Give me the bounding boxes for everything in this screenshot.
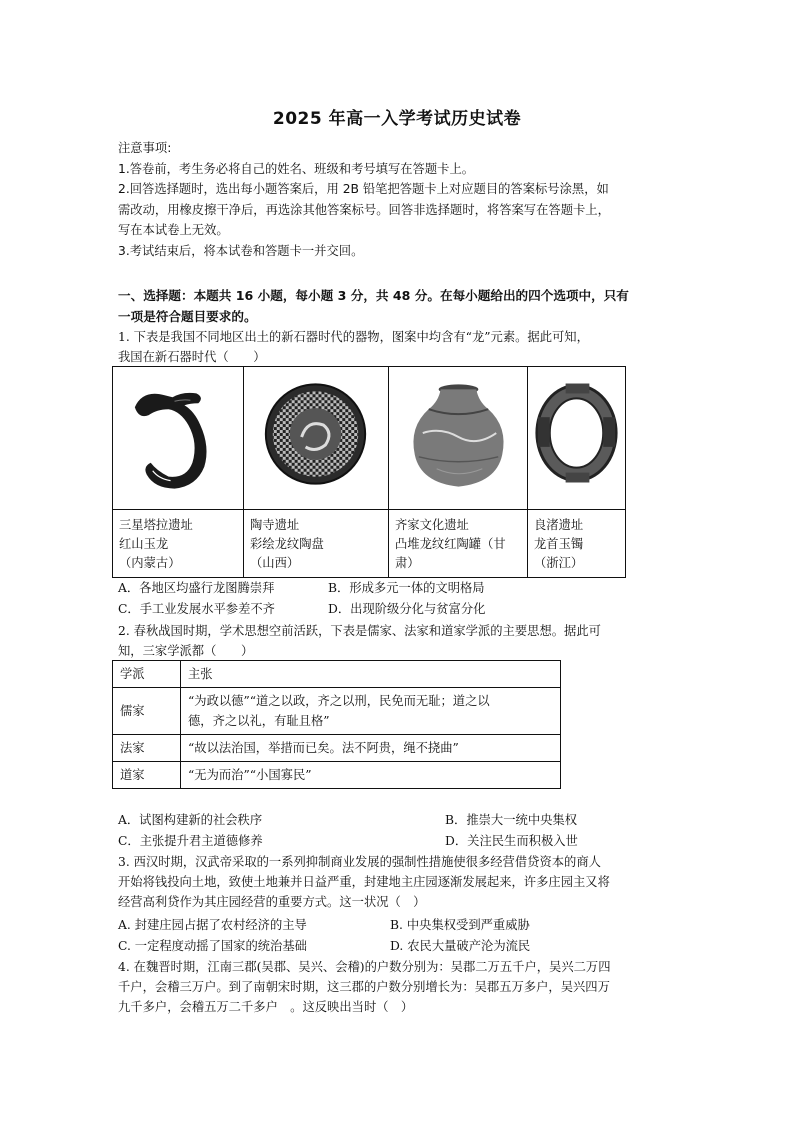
table-header-row: [113, 661, 561, 688]
table-header-cell: 学派: [113, 661, 181, 688]
claim-cell: “无为而治”“小国寡民”: [181, 762, 561, 789]
option-d[interactable]: D. 农民大量破产沦为流民: [390, 939, 531, 953]
question-1-options: [118, 578, 684, 620]
claim-cell: “为政以德”“道之以政，齐之以刑，民免而无耻；道之以 德，齐之以礼，有耻且格”: [181, 688, 561, 735]
option-c[interactable]: C．手工业发展水平参差不齐: [118, 602, 275, 616]
page-title: 2025 年高一入学考试历史试卷: [272, 109, 522, 129]
option-a[interactable]: A．各地区均盛行龙图腾崇拜: [118, 581, 275, 595]
table-header-cell: 主张: [181, 661, 561, 688]
option-b[interactable]: B．形成多元一体的文明格局: [328, 581, 485, 595]
question-4-stem: 4. 在魏晋时期，江南三郡(吴郡、吴兴、会稽)的户数分别为：吴郡二万五千户，吴兴二万四 千户，会稽三万户。到了南朝宋时期，这三郡的户数分别增长为：吴郡五万多户，吴兴四万 九千多户，会稽五万二千多户 。这反映出当时（ ）: [118, 960, 611, 1014]
artifact-image-cell: [113, 367, 244, 510]
pottery-jar-icon: [389, 367, 527, 501]
school-cell: 道家: [113, 762, 181, 789]
school-cell: 法家: [113, 735, 181, 762]
artifact-table: [112, 366, 626, 578]
question-3-stem: 3. 西汉时期，汉武帝采取的一系列抑制商业发展的强制性措施使很多经营借贷资本的商人 开始将钱投向土地，致使土地兼并日益严重，封建地主庄园逐渐发展起来，许多庄园主又将 经营高利贷作为其庄园经营的重要方式。这一状况（ ）: [118, 855, 610, 909]
painted-plate-icon: [244, 367, 388, 501]
option-b[interactable]: B．推崇大一统中央集权: [445, 813, 578, 827]
section-heading: 一、选择题：本题共 16 小题，每小题 3 分，共 48 分。在每小题给出的四个选项中，只有 一项是符合题目要求的。: [118, 288, 629, 324]
option-c[interactable]: C．主张提升君主道德修养: [118, 834, 263, 848]
question-1-stem: 1. 下表是我国不同地区出土的新石器时代的器物，图案中均含有“龙”元素。据此可知， 我国在新石器时代（ ）: [118, 330, 589, 364]
artifact-caption: 陶寺遗址 彩绘龙纹陶盘 （山西）: [244, 510, 389, 578]
claim-cell: “故以法治国，举措而已矣。法不阿贵，绳不挠曲”: [181, 735, 561, 762]
exam-notes: [118, 138, 684, 262]
question-2-options: [118, 810, 684, 852]
jade-dragon-icon: [113, 367, 243, 501]
table-row: [113, 688, 561, 735]
option-c[interactable]: C. 一定程度动摇了国家的统治基础: [118, 939, 307, 953]
artifact-image-cell: [244, 367, 389, 510]
artifact-image-cell: [528, 367, 626, 510]
notes-item: 需改动，用橡皮擦干净后，再选涂其他答案标号。回答非选择题时，将答案写在答题卡上，: [118, 202, 610, 217]
artifact-caption: 良渚遗址 龙首玉镯 （浙江）: [528, 510, 626, 578]
option-d[interactable]: D．关注民生而积极入世: [445, 834, 578, 848]
notes-item: 2.回答选择题时，选出每小题答案后，用 2B 铅笔把答题卡上对应题目的答案标号涂黑，如: [118, 182, 609, 197]
artifact-image-cell: [389, 367, 528, 510]
artifact-caption: 齐家文化遗址 凸堆龙纹红陶罐（甘 肃）: [389, 510, 528, 578]
schools-table: [112, 660, 561, 789]
notes-item: 写在本试卷上无效。: [118, 223, 229, 238]
school-cell: 儒家: [113, 688, 181, 735]
option-d[interactable]: D．出现阶级分化与贫富分化: [328, 602, 486, 616]
jade-bracelet-icon: [528, 367, 625, 501]
artifact-caption: 三星塔拉遗址 红山玉龙 （内蒙古）: [113, 510, 244, 578]
table-row: [113, 735, 561, 762]
question-2-stem: 2. 春秋战国时期，学术思想空前活跃，下表是儒家、法家和道家学派的主要思想。据此可 知，三家学派都（ ）: [118, 624, 601, 658]
notes-item: 3.考试结束后，将本试卷和答题卡一并交回。: [118, 243, 364, 258]
option-b[interactable]: B. 中央集权受到严重威胁: [390, 918, 530, 932]
option-a[interactable]: A．试图构建新的社会秩序: [118, 813, 263, 827]
table-row: [113, 762, 561, 789]
option-a[interactable]: A. 封建庄园占据了农村经济的主导: [118, 918, 307, 932]
notes-item: 1.答卷前，考生务必将自己的姓名、班级和考号填写在答题卡上。: [118, 161, 475, 176]
question-3-options: [118, 915, 684, 957]
notes-heading: 注意事项:: [118, 141, 172, 155]
